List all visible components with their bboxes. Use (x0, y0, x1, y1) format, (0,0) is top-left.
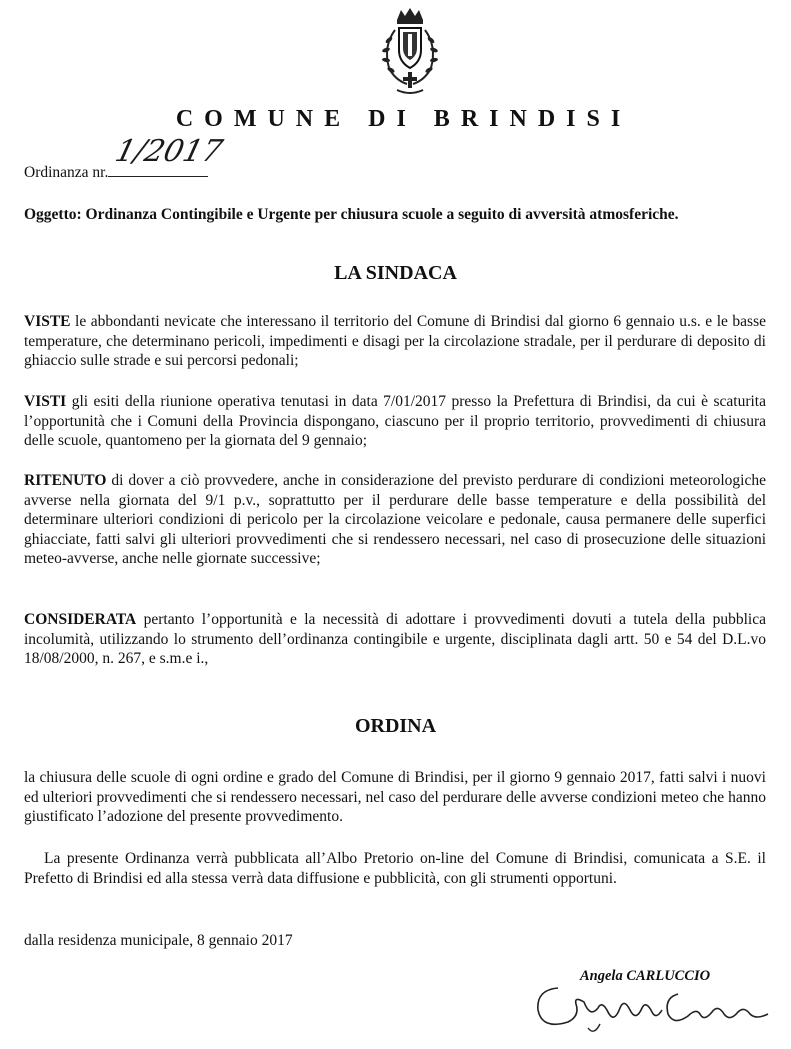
heading-ordina: ORDINA (354, 715, 437, 737)
paragraph-lead: VISTE (24, 313, 71, 330)
ordinance-number-label: Ordinanza nr. (24, 164, 109, 181)
paragraph-lead: RITENUTO (24, 472, 107, 489)
paragraph-lead: CONSIDERATA (24, 611, 137, 628)
crest-icon (375, 6, 445, 102)
handwritten-signature-icon (528, 978, 778, 1038)
ordinance-number-line (24, 134, 227, 182)
paragraph-pubblicazione: La presente Ordinanza verrà pubblicata all’Albo Pretorio on-line del Comune di Brindisi, comunicata a S.E. il Prefetto di Brindisi ed alla stessa verrà data diffusione e pubblicità, con gli strumenti opportuni. (24, 850, 766, 887)
municipality-title: COMUNE DI BRINDISI (175, 106, 632, 132)
paragraph-text: gli esiti della riunione operativa tenutasi in data 7/01/2017 presso la Prefettura di Brindisi, da cui è scaturita l’opportunità che i Comuni della Provincia dispongano, ciascuno per il proprio territorio, provvedimenti di chiusura delle scuole, quantomeno per la giornata del 9 gennaio; (24, 393, 766, 449)
paragraph-text: di dover a ciò provvedere, anche in considerazione del previsto perdurare di condizioni meteorologiche avverse nella giornata del 9/1 p.v., soprattutto per il perdurare delle basse temperature e della possibilità del determinare ulteriori condizioni di pericolo per la circolazione veicolare e pedonale, causa permanere delle superfici ghiacciate, fatti salvi gli ulteriori provvedimenti che si rendessero necessari, nel caso di prosecuzione delle situazioni meteo-avverse, anche nelle giornate successive; (24, 472, 766, 567)
paragraph-text: le abbondanti nevicate che interessano il territorio del Comune di Brindisi dal giorno 6 gennaio u.s. e le basse temperature, che determinano pericoli, impedimenti e disagi per la circolazione stradale, per il perdurare di deposito di ghiaccio sulle strade e sui percorsi pedonali; (24, 313, 766, 369)
paragraph-lead: VISTI (24, 393, 67, 410)
paragraph-visti (24, 392, 766, 451)
paragraph-ordina: la chiusura delle scuole di ogni ordine e grado del Comune di Brindisi, per il giorno 9 gennaio 2017, fatti salvi i nuovi ed ulteriori provvedimenti che si rendessero necessari, nel caso del perdurare delle avverse condizioni meteo che hanno giustificato l’adozione del presente provvedimento. (24, 769, 766, 825)
paragraph-text: pertanto l’opportunità e la necessità di adottare i provvedimenti dovuti a tutela della pubblica incolumità, utilizzando lo strumento dell’ordinanza contingibile e urgente, disciplinata dagli artt. 50 e 54 del D.L.vo 18/08/2000, n. 267, e s.m.e i., (24, 611, 766, 667)
paragraph-ritenuto (24, 471, 766, 569)
ordinance-number-handwritten: 1/2017 (111, 134, 227, 169)
ordinance-number-field (108, 134, 227, 177)
heading-la-sindaca: LA SINDACA (334, 262, 457, 284)
signatory-name: Angela CARLUCCIO (580, 968, 711, 984)
paragraph-considerata (24, 610, 766, 669)
paragraph-viste (24, 312, 766, 371)
residence-date: dalla residenza municipale, 8 gennaio 2017 (24, 932, 293, 949)
subject-line: Oggetto: Ordinanza Contingibile e Urgente per chiusura scuole a seguito di avversità atmosferiche. (24, 206, 679, 223)
